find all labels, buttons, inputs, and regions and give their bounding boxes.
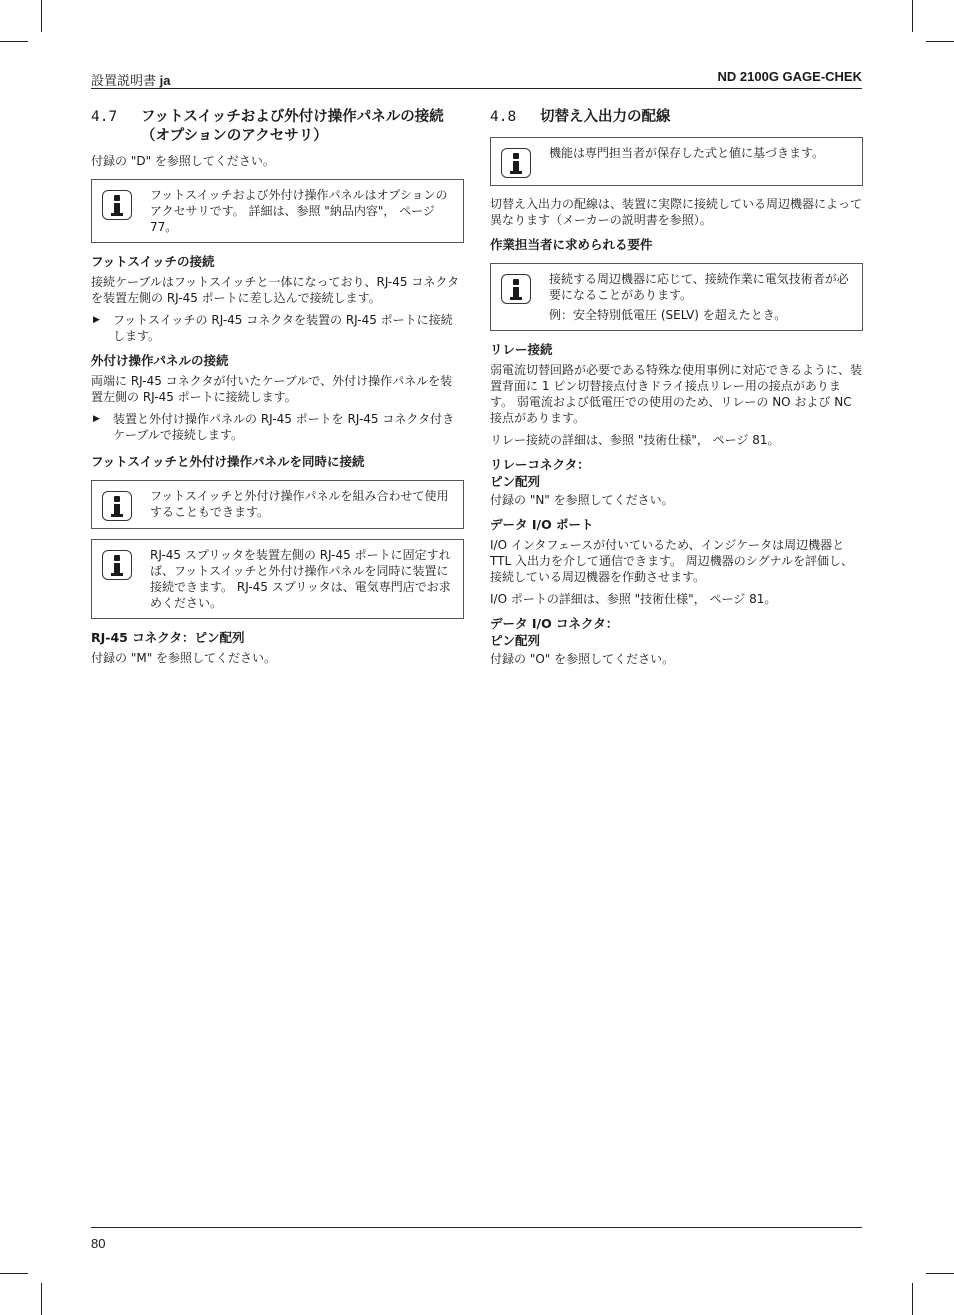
requirements-heading: 作業担当者に求められる要件: [490, 237, 653, 252]
info-icon: [102, 550, 132, 580]
section-number: 4.7: [91, 109, 118, 125]
relay-heading: リレー接続: [490, 342, 553, 357]
step-arrow-icon: ▶: [93, 414, 100, 424]
page-header: [91, 68, 862, 89]
crop-mark: [912, 1283, 913, 1315]
header-doc-label: 設置説明書 ja: [91, 73, 171, 88]
crop-mark: [0, 41, 28, 42]
footswitch-text: 接続ケーブルはフットスイッチと一体になっており、RJ-45 コネクタを装置左側の RJ-45 ポートに差し込んで接続します。: [91, 275, 460, 305]
info-icon: [501, 274, 531, 304]
note-text: フットスイッチおよび外付け操作パネルはオプションのアクセサリです。 詳細は、参照 "納品内容"， ページ 77。: [150, 188, 448, 234]
relay-reference: リレー接続の詳細は、参照 "技術仕様"， ページ 81。: [490, 433, 780, 447]
left-column: [91, 108, 464, 672]
io-connector-heading: データ I/O コネクタ： ピン配列: [490, 616, 619, 648]
crop-mark: [0, 1273, 28, 1274]
both-heading: フットスイッチと外付け操作パネルを同時に接続: [91, 454, 365, 469]
section-heading-4-8: [490, 108, 863, 127]
step-text: 装置と外付け操作パネルの RJ-45 ポートを RJ-45 コネクタ付きケーブルで接続します。: [113, 412, 455, 442]
step-text: フットスイッチの RJ-45 コネクタを装置の RJ-45 ポートに接続します。: [113, 313, 453, 343]
info-note: [91, 179, 464, 243]
note-example: 例：安全特別低電圧 (SELV) を超えたとき。: [549, 308, 787, 322]
section-number: 4.8: [490, 109, 517, 125]
io-heading: データ I/O ポート: [490, 517, 594, 532]
crop-mark: [912, 0, 913, 32]
io-reference: I/O ポートの詳細は、参照 "技術仕様"， ページ 81。: [490, 592, 777, 606]
rj45-heading: RJ-45 コネクタ：ピン配列: [91, 630, 245, 645]
panel-heading: 外付け操作パネルの接続: [91, 353, 229, 368]
io-text: I/O インタフェースが付いているため、インジケータは周辺機器と TTL 入出力を介して通信できます。 周辺機器のシグナルを評価し、接続している周辺機器を作動させます。: [490, 538, 853, 584]
info-note: [490, 263, 863, 331]
io-connector-text: 付録の "O" を参照してください。: [490, 652, 675, 666]
step-arrow-icon: ▶: [93, 315, 100, 325]
info-icon: [102, 491, 132, 521]
relay-connector-text: 付録の "N" を参照してください。: [490, 493, 674, 507]
page-number: 80: [91, 1236, 106, 1251]
header-product: ND 2100G GAGE-CHEK: [717, 69, 862, 84]
intro-text: 切替え入出力の配線は、装置に実際に接続している周辺機器によって異なります（メーカーの説明書を参照）。: [490, 197, 863, 227]
footswitch-step: [91, 312, 464, 344]
note-text: RJ-45 スプリッタを装置左側の RJ-45 ポートに固定すれば、フットスイッチと外付け操作パネルを同時に装置に接続できます。 RJ-45 スプリッタは、電気専門店でお求めください。: [150, 548, 451, 610]
crop-mark: [926, 1273, 954, 1274]
section-title: フットスイッチおよび外付け操作パネルの接続（オプションのアクセサリ）: [141, 109, 444, 144]
note-text: 機能は専門担当者が保存した式と値に基づきます。: [549, 146, 825, 160]
info-note: [91, 480, 464, 529]
note-line: 接続する周辺機器に応じて、接続作業に電気技術者が必要になることがあります。: [549, 272, 849, 302]
crop-mark: [926, 41, 954, 42]
relay-connector-heading: リレーコネクタ： ピン配列: [490, 457, 590, 489]
info-icon: [102, 190, 132, 220]
note-text: フットスイッチと外付け操作パネルを組み合わせて使用することもできます。: [150, 489, 449, 519]
footer-rule: [91, 1227, 862, 1228]
intro-text: 付録の "D" を参照してください。: [91, 154, 275, 168]
crop-mark: [41, 1283, 42, 1315]
info-note: [490, 137, 863, 186]
section-title: 切替え入出力の配線: [540, 109, 671, 125]
right-column: [490, 108, 863, 673]
panel-text: 両端に RJ-45 コネクタが付いたケーブルで、外付け操作パネルを装置左側の RJ-45 ポートに接続します。: [91, 374, 453, 404]
panel-step: [91, 411, 464, 443]
info-note: [91, 539, 464, 619]
info-icon: [501, 148, 531, 178]
crop-mark: [41, 0, 42, 32]
footswitch-heading: フットスイッチの接続: [91, 254, 215, 269]
section-heading-4-7: [91, 108, 464, 146]
relay-text: 弱電流切替回路が必要である特殊な使用事例に対応できるように、装置背面に 1 ピン切替接点付きドライ接点リレー用の接点があります。 弱電流および低電圧での使用のため、リレーの NO および NC 接点があります。: [490, 363, 863, 425]
note-text: [549, 271, 852, 323]
rj45-text: 付録の "M" を参照してください。: [91, 651, 277, 665]
header-lang: ja: [159, 73, 171, 88]
